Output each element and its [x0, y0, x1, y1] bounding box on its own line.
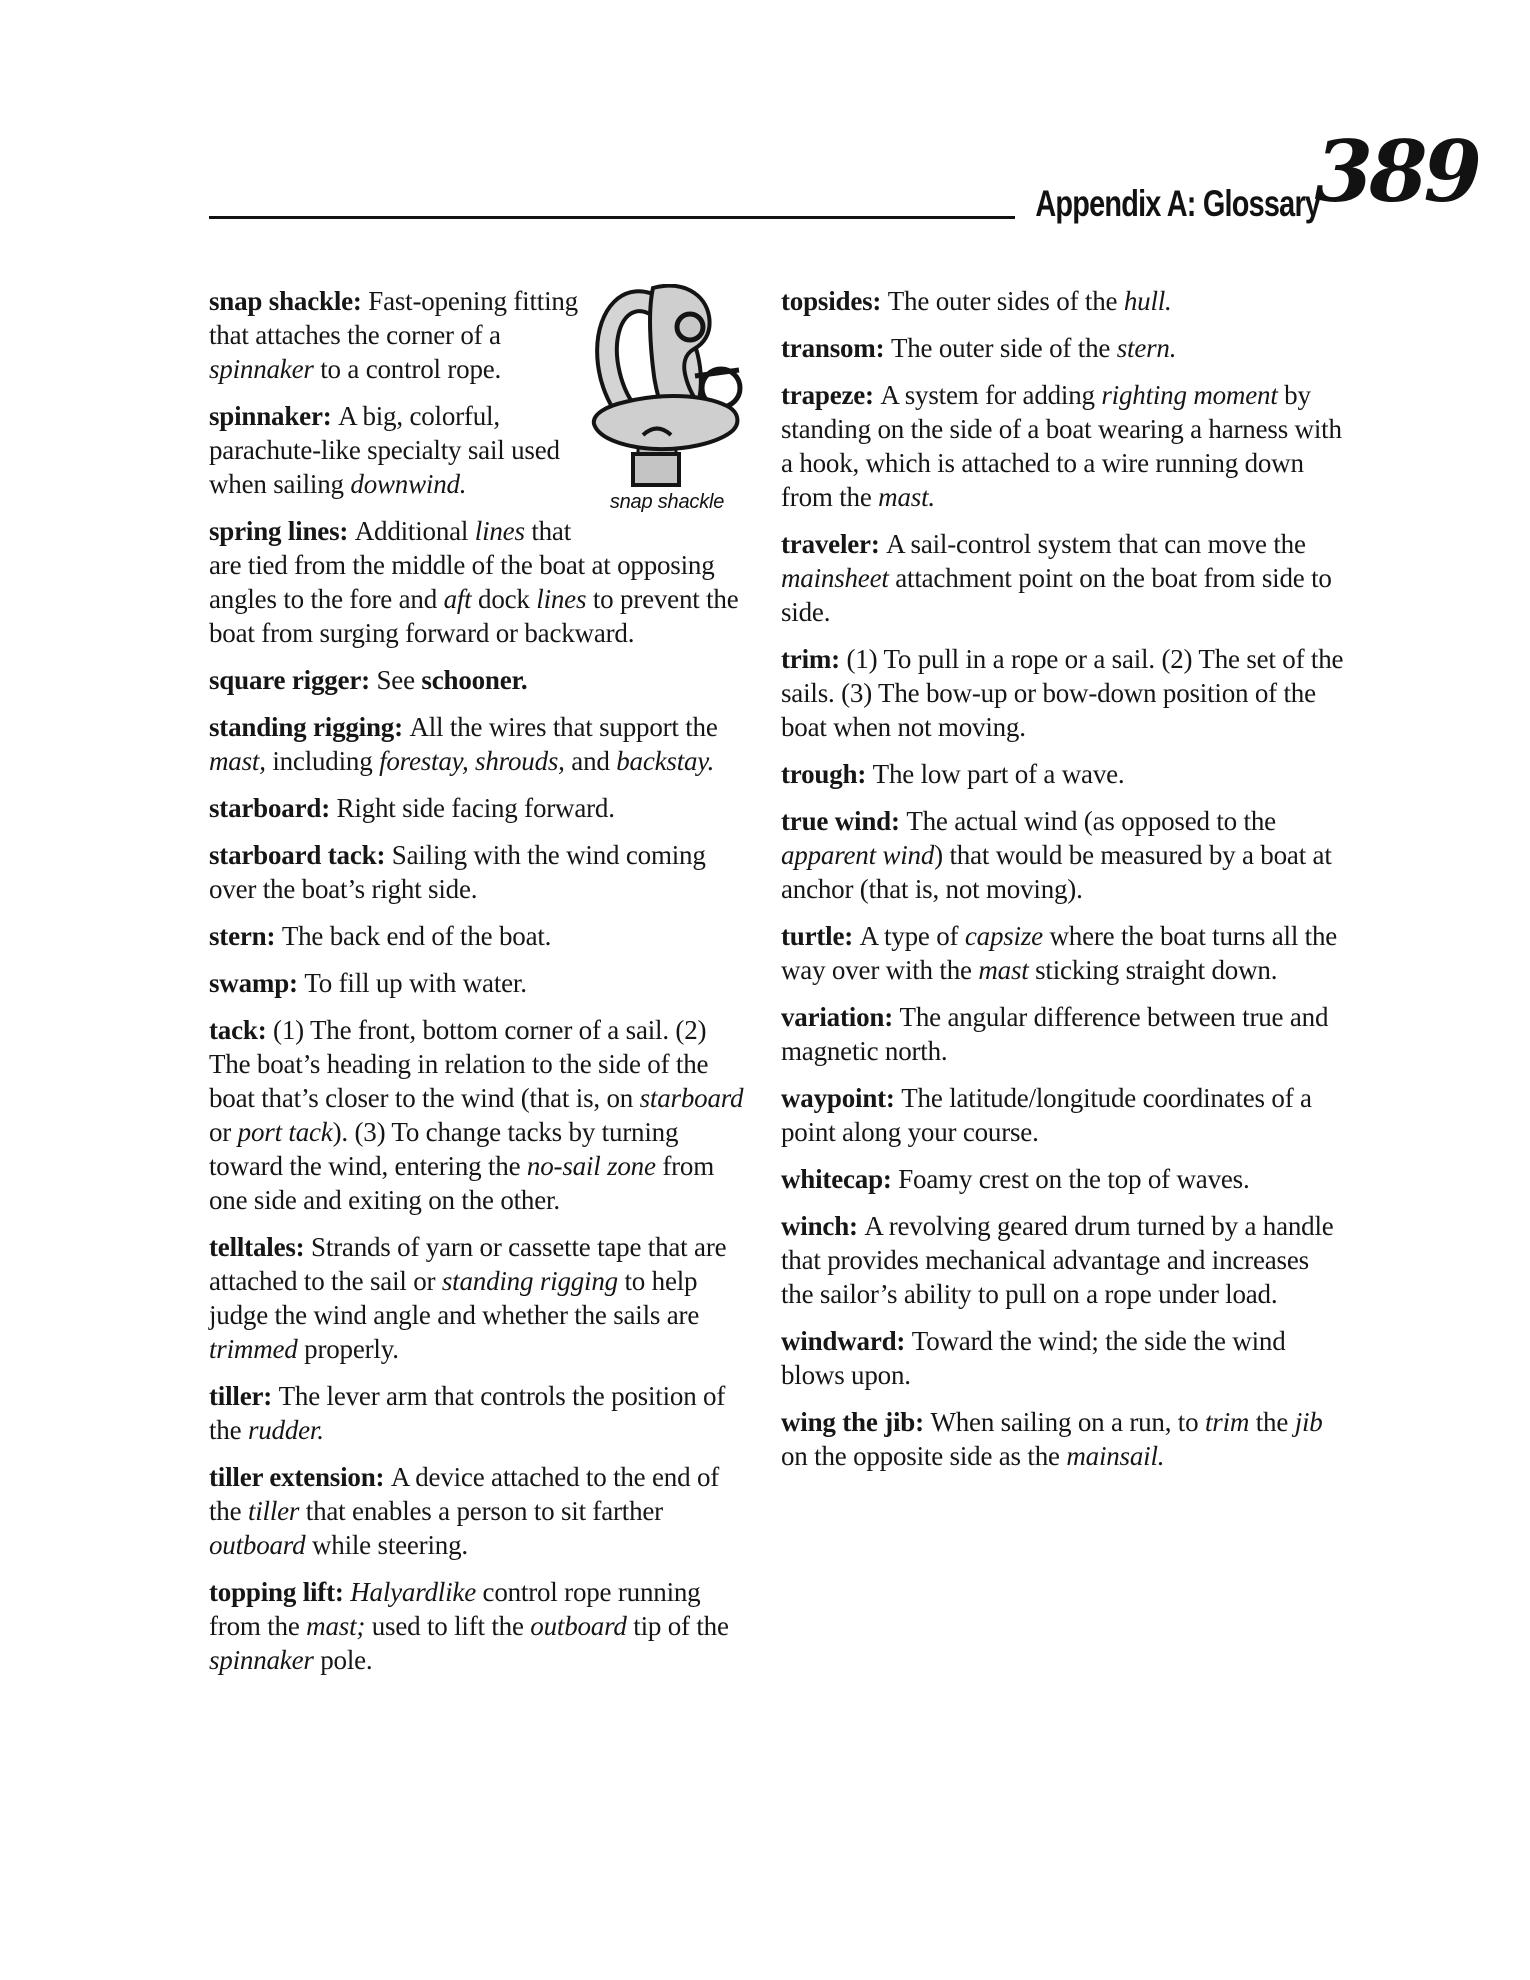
definition-segment: righting moment: [1101, 380, 1278, 410]
definition-segment: A type of: [859, 921, 965, 951]
definition-segment: outboard: [209, 1530, 306, 1560]
glossary-term: turtle:: [781, 921, 860, 951]
definition-segment: lines: [474, 516, 525, 546]
definition-segment: mast,: [209, 746, 266, 776]
glossary-entry: [781, 919, 1346, 987]
definition-segment: A sail-control system that can move the: [886, 529, 1306, 559]
definition-segment: schooner.: [421, 665, 528, 695]
glossary-entry: [209, 838, 746, 906]
snap-shackle-drawing: [591, 284, 743, 488]
definition-segment: by standing on the side of a boat wearing a harness with a hook, which is attached to a wire running down from the: [781, 380, 1342, 512]
snap-shackle-figure: [588, 284, 746, 536]
glossary-term: true wind:: [781, 806, 907, 836]
glossary-entry: [209, 919, 746, 953]
glossary-term: windward:: [781, 1326, 912, 1356]
definition-segment: To fill up with water.: [304, 968, 527, 998]
glossary-entry: [781, 642, 1346, 744]
header-rule: [209, 216, 1015, 219]
glossary-term: trim:: [781, 644, 847, 674]
definition-segment: from one side and exiting on the other.: [209, 1151, 714, 1215]
glossary-entry: [781, 1324, 1346, 1392]
illustration-caption: snap shackle: [609, 491, 725, 513]
page-number: 389: [1314, 122, 1478, 221]
glossary-term: trapeze:: [781, 380, 881, 410]
definition-segment: The outer side of the: [890, 333, 1117, 363]
glossary-entry: [209, 1379, 746, 1447]
definition-segment: The lever arm that controls the position of the: [209, 1381, 726, 1445]
definition-segment: See: [376, 665, 422, 695]
glossary-entry: [781, 331, 1346, 365]
definition-segment: properly.: [297, 1334, 399, 1364]
glossary-term: spinnaker:: [209, 401, 339, 431]
definition-segment: A revolving geared drum turned by a handle that provides mechanical advantage and increases the sailor’s ability to pull on a rope under load.: [781, 1211, 1334, 1309]
glossary-entry: [781, 527, 1346, 629]
definition-segment: The actual wind (as opposed to the: [906, 806, 1276, 836]
glossary-term: stern:: [209, 921, 282, 951]
shackle-base: [633, 454, 679, 485]
glossary-entry: [781, 1209, 1346, 1311]
definition-segment: spinnaker: [209, 1645, 314, 1675]
definition-segment: control rope running from the: [209, 1577, 701, 1641]
definition-segment: no-sail zone: [526, 1151, 656, 1181]
glossary-entry: [209, 1575, 746, 1677]
definition-segment: (1) The front, bottom corner of a sail. (2) The boat’s heading in relation to the side of the boat that’s closer to the wind (that is, on: [209, 1015, 709, 1113]
glossary-term: topsides:: [781, 286, 888, 316]
definition-segment: Additional: [354, 516, 475, 546]
definition-segment: A device attached to the end of the: [209, 1462, 720, 1526]
running-head: Appendix A: Glossary: [1035, 183, 1320, 224]
definition-segment: to help judge the wind angle and whether the sails are: [209, 1266, 700, 1330]
definition-segment: standing rigging: [441, 1266, 618, 1296]
glossary-entry: [781, 1000, 1346, 1068]
glossary-entry: [209, 966, 746, 1000]
definition-segment: hull.: [1123, 286, 1172, 316]
definition-segment: port tack: [237, 1117, 333, 1147]
definition-segment: (1) To pull in a rope or a sail. (2) The set of the sails. (3) The bow-up or bow-down position of the boat when not moving.: [781, 644, 1344, 742]
glossary-term: square rigger:: [209, 665, 377, 695]
glossary-term: starboard:: [209, 793, 337, 823]
glossary-entry: [781, 757, 1346, 791]
glossary-entry: [781, 1081, 1346, 1149]
glossary-entry: [781, 378, 1346, 514]
glossary-term: traveler:: [781, 529, 887, 559]
definition-segment: aft: [443, 584, 472, 614]
glossary-entry: [209, 1013, 746, 1217]
glossary-term: starboard tack:: [209, 840, 392, 870]
glossary-term: topping lift:: [209, 1577, 351, 1607]
glossary-term: spring lines:: [209, 516, 355, 546]
glossary-term: wing the jib:: [781, 1407, 931, 1437]
glossary-term: trough:: [781, 759, 873, 789]
definition-segment: that are tied from the middle of the boat at opposing angles to the fore and: [209, 516, 715, 614]
definition-segment: The back end of the boat.: [281, 921, 552, 951]
definition-segment: dock: [471, 584, 537, 614]
definition-segment: Toward the wind; the side the wind blows upon.: [781, 1326, 1286, 1390]
glossary-entry: [209, 791, 746, 825]
definition-segment: or: [209, 1117, 238, 1147]
definition-segment: Halyardlike: [350, 1577, 476, 1607]
shackle-pin-hole: [677, 314, 703, 340]
definition-segment: jib: [1294, 1407, 1323, 1437]
definition-segment: A big, colorful, parachute-like specialty sail used when sailing: [209, 401, 560, 499]
definition-segment: including: [265, 746, 380, 776]
glossary-term: waypoint:: [781, 1083, 902, 1113]
definition-segment: apparent wind: [781, 840, 935, 870]
definition-segment: ). (3) To change tacks by turning toward the wind, entering the: [209, 1117, 679, 1181]
definition-segment: trim: [1204, 1407, 1250, 1437]
glossary-term: swamp:: [209, 968, 305, 998]
definition-segment: The outer sides of the: [887, 286, 1124, 316]
glossary-term: tiller:: [209, 1381, 279, 1411]
definition-segment: All the wires that support the: [409, 712, 718, 742]
definition-segment: stern.: [1116, 333, 1177, 363]
definition-segment: tip of the: [626, 1611, 729, 1641]
glossary-entry: [209, 1230, 746, 1366]
definition-segment: that enables a person to sit farther: [299, 1496, 663, 1526]
definition-segment: spinnaker: [209, 354, 314, 384]
definition-segment: used to lift the: [365, 1611, 531, 1641]
definition-segment: The angular difference between true and magnetic north.: [781, 1002, 1329, 1066]
glossary-term: standing rigging:: [209, 712, 410, 742]
definition-segment: tiller: [247, 1496, 300, 1526]
glossary-term: snap shackle:: [209, 286, 369, 316]
definition-segment: on the opposite side as the: [781, 1441, 1067, 1471]
glossary-term: variation:: [781, 1002, 900, 1032]
glossary-term: tiller extension:: [209, 1462, 391, 1492]
glossary-entry: [781, 284, 1346, 318]
shackle-bowl: [594, 396, 738, 449]
definition-segment: The latitude/longitude coordinates of a point along your course.: [781, 1083, 1312, 1147]
glossary-entry: [781, 804, 1346, 906]
definition-segment: sticking straight down.: [1028, 955, 1278, 985]
definition-segment: outboard: [530, 1611, 627, 1641]
definition-segment: mainsheet: [781, 563, 889, 593]
definition-segment: Sailing with the wind coming over the boat’s right side.: [209, 840, 706, 904]
definition-segment: backstay.: [616, 746, 715, 776]
glossary-entry: [781, 1162, 1346, 1196]
definition-segment: Foamy crest on the top of waves.: [898, 1164, 1250, 1194]
definition-segment: lines: [536, 584, 587, 614]
definition-segment: capsize: [964, 921, 1043, 951]
definition-segment: mast;: [306, 1611, 366, 1641]
glossary-entry: [781, 1405, 1346, 1473]
definition-segment: mast.: [878, 482, 935, 512]
definition-segment: A system for adding: [880, 380, 1102, 410]
definition-segment: attachment point on the boat from side to side.: [781, 563, 1332, 627]
glossary-entry: [209, 1460, 746, 1562]
glossary-term: telltales:: [209, 1232, 312, 1262]
definition-segment: When sailing on a run, to: [930, 1407, 1205, 1437]
definition-segment: rudder.: [247, 1415, 324, 1445]
definition-segment: mainsail.: [1066, 1441, 1165, 1471]
definition-segment: starboard: [639, 1083, 744, 1113]
glossary-entry: [209, 663, 746, 697]
glossary-term: whitecap:: [781, 1164, 899, 1194]
definition-segment: and: [564, 746, 617, 776]
definition-segment: where the boat turns all the way over with the: [781, 921, 1338, 985]
right-column: [781, 284, 1346, 1486]
definition-segment: the: [1249, 1407, 1295, 1437]
definition-segment: to prevent the boat from surging forward or backward.: [209, 584, 739, 648]
definition-segment: downwind.: [350, 469, 467, 499]
definition-segment: mast: [978, 955, 1029, 985]
definition-segment: ) that would be measured by a boat at anchor (that is, not moving).: [781, 840, 1332, 904]
glossary-term: tack:: [209, 1015, 274, 1045]
definition-segment: forestay, shrouds,: [379, 746, 565, 776]
glossary-entry: [209, 710, 746, 778]
definition-segment: trimmed: [209, 1334, 298, 1364]
definition-segment: Right side facing forward.: [336, 793, 615, 823]
glossary-term: winch:: [781, 1211, 865, 1241]
definition-segment: to a control rope.: [313, 354, 502, 384]
glossary-term: transom:: [781, 333, 891, 363]
definition-segment: Fast-opening fitting that attaches the corner of a: [209, 286, 578, 350]
left-column: [209, 284, 746, 1690]
definition-segment: The low part of a wave.: [872, 759, 1125, 789]
definition-segment: pole.: [313, 1645, 373, 1675]
definition-segment: Strands of yarn or cassette tape that are attached to the sail or: [209, 1232, 727, 1296]
definition-segment: while steering.: [305, 1530, 468, 1560]
